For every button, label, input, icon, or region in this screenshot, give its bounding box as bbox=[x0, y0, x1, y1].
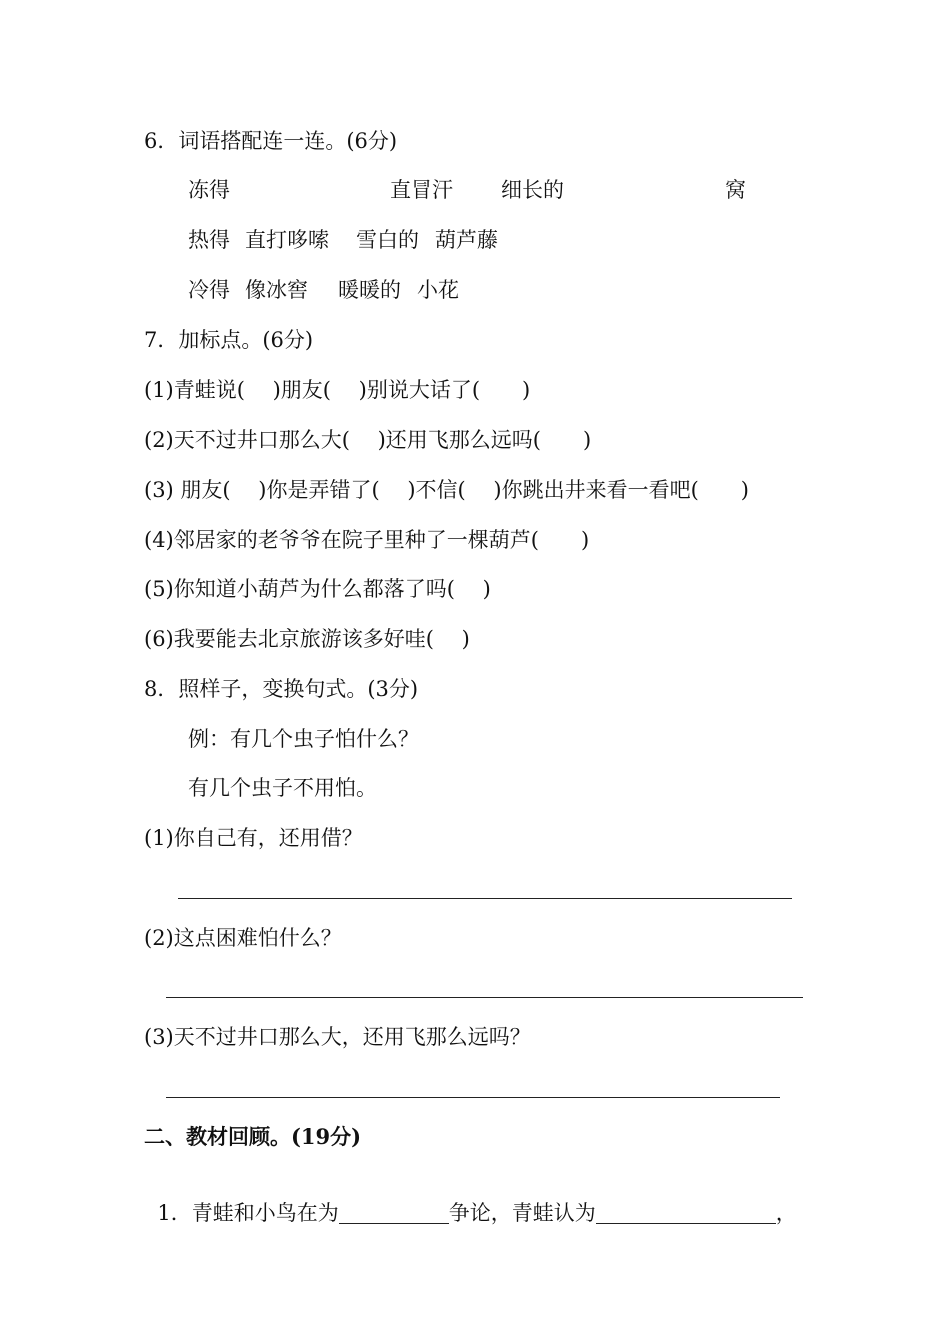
q8-title: 8．照样子，变换句式。(3分) bbox=[144, 677, 419, 701]
q8-example-question: 例：有几个虫子怕什么？ bbox=[188, 727, 419, 751]
q7-item-1: (1)青蛙说( )朋友( )别说大话了( ) bbox=[144, 378, 531, 402]
q8-item-1: (1)你自己有，还用借？ bbox=[144, 826, 363, 850]
q6-word-2-3: 雪白的 bbox=[356, 228, 419, 252]
q8-example-answer: 有几个虫子不用怕。 bbox=[188, 776, 377, 800]
section2-q1 bbox=[144, 1174, 797, 1226]
section2-q1-part-a: 1．青蛙和小鸟在为 bbox=[157, 1201, 339, 1225]
q6-word-1-4: 窝 bbox=[725, 178, 746, 202]
q6-word-2-2: 直打哆嗦 bbox=[245, 228, 329, 252]
q6-word-2-4: 葫芦藤 bbox=[435, 228, 498, 252]
q8-answer-line-1[interactable] bbox=[178, 898, 792, 899]
q7-item-2: (2)天不过井口那么大( )还用飞那么远吗( ) bbox=[144, 428, 592, 452]
q8-answer-line-3[interactable] bbox=[166, 1097, 780, 1098]
q7-item-5: (5)你知道小葫芦为什么都落了吗( ) bbox=[144, 577, 491, 601]
q8-item-3: (3)天不过井口那么大，还用飞那么远吗？ bbox=[144, 1025, 531, 1049]
section2-q1-part-b: 争论，青蛙认为 bbox=[448, 1201, 596, 1225]
fill-blank-2[interactable] bbox=[596, 1203, 776, 1224]
q7-title: 7．加标点。(6分) bbox=[144, 328, 314, 352]
q6-word-2-1: 热得 bbox=[188, 228, 230, 252]
q6-word-3-2: 像冰窖 bbox=[245, 278, 308, 302]
q7-item-6: (6)我要能去北京旅游该多好哇( ) bbox=[144, 627, 470, 651]
fill-blank-1[interactable] bbox=[339, 1203, 449, 1224]
q6-word-1-3: 细长的 bbox=[501, 178, 564, 202]
q6-word-3-4: 小花 bbox=[417, 278, 459, 302]
q6-word-3-3: 暖暖的 bbox=[338, 278, 401, 302]
q6-title: 6．词语搭配连一连。(6分) bbox=[144, 129, 398, 153]
q6-word-1-2: 直冒汗 bbox=[390, 178, 453, 202]
q6-word-3-1: 冷得 bbox=[188, 278, 230, 302]
q8-answer-line-2[interactable] bbox=[166, 997, 803, 998]
section2-q1-part-c: ， bbox=[775, 1201, 797, 1225]
q6-word-1-1: 冻得 bbox=[188, 178, 230, 202]
q7-item-3: (3) 朋友( )你是弄错了( )不信( )你跳出井来看一看吧( ) bbox=[144, 478, 749, 502]
q7-item-4: (4)邻居家的老爷爷在院子里种了一棵葫芦( ) bbox=[144, 528, 590, 552]
section2-title: 二、教材回顾。(19分) bbox=[144, 1124, 362, 1149]
q8-item-2: (2)这点困难怕什么？ bbox=[144, 926, 342, 950]
